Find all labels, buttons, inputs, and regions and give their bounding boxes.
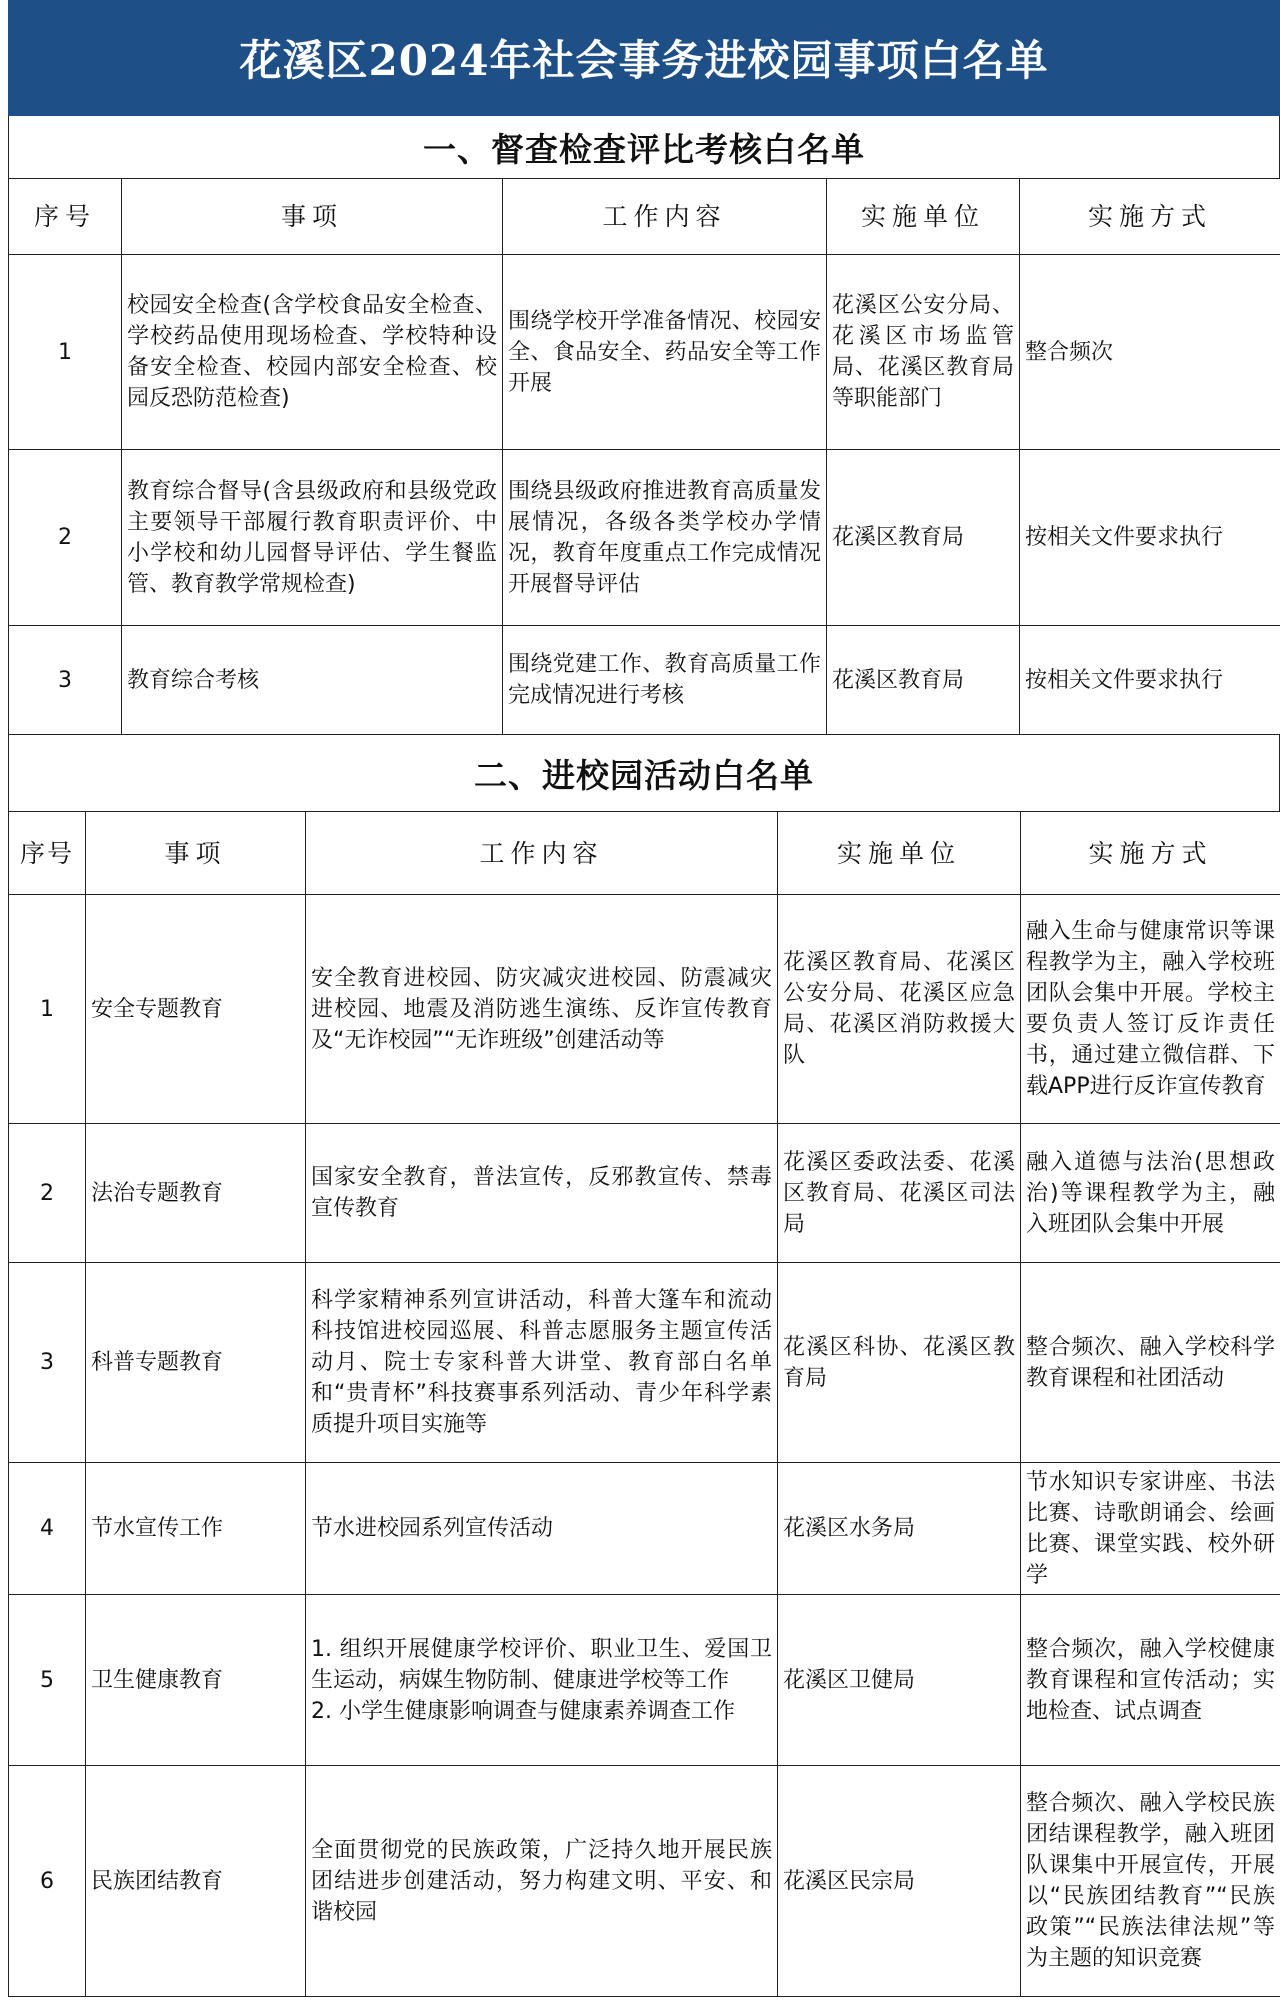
row-item: 民族团结教育 <box>86 1766 306 1997</box>
page-title: 花溪区2024年社会事务进校园事项白名单 <box>239 36 1049 85</box>
row-unit: 花溪区卫健局 <box>778 1595 1021 1766</box>
row-item: 教育综合督导(含县级政府和县级党政主要领导干部履行教育职责评价、中小学校和幼儿园督导评估、学生餐监管、教育教学常规检查) <box>122 450 503 626</box>
row-unit: 花溪区教育局 <box>827 450 1020 626</box>
row-no: 6 <box>9 1766 86 1997</box>
header-unit: 实施单位 <box>827 179 1020 255</box>
row-unit: 花溪区教育局、花溪区公安分局、花溪区应急局、花溪区消防救援大队 <box>778 895 1021 1124</box>
header-unit: 实施单位 <box>778 812 1021 895</box>
row-method: 按相关文件要求执行 <box>1020 626 1280 735</box>
header-item: 事项 <box>122 179 503 255</box>
row-content: 科学家精神系列宣讲活动，科普大篷车和流动科技馆进校园巡展、科普志愿服务主题宣传活动月、院士专家科普大讲堂、教育部白名单和“贵青杯”科技赛事系列活动、青少年科学素质提升项目实施等 <box>306 1263 778 1463</box>
row-item: 校园安全检查(含学校食品安全检查、学校药品使用现场检查、学校特种设备安全检查、校园内部安全检查、校园反恐防范检查) <box>122 255 503 450</box>
content-line-2: 2. 小学生健康影响调查与健康素养调查工作 <box>311 1698 735 1724</box>
section2-table <box>8 811 1280 1997</box>
row-method: 融入生命与健康常识等课程教学为主，融入学校班团队会集中开展。学校主要负责人签订反诈责任书，通过建立微信群、下载APP进行反诈宣传教育 <box>1021 895 1280 1124</box>
table-row <box>9 1124 1280 1263</box>
header-no: 序号 <box>9 812 86 895</box>
header-item: 事项 <box>86 812 306 895</box>
section2-heading: 二、进校园活动白名单 <box>474 755 814 795</box>
section2-heading-bar <box>8 735 1280 811</box>
row-unit: 花溪区民宗局 <box>778 1766 1021 1997</box>
row-content: 围绕党建工作、教育高质量工作完成情况进行考核 <box>503 626 827 735</box>
row-item: 节水宣传工作 <box>86 1463 306 1595</box>
header-content: 工作内容 <box>503 179 827 255</box>
document-page <box>8 0 1280 1997</box>
row-content: 安全教育进校园、防灾减灾进校园、防震减灾进校园、地震及消防逃生演练、反诈宣传教育及“无诈校园”“无诈班级”创建活动等 <box>306 895 778 1124</box>
section1-table <box>8 178 1280 735</box>
row-method: 按相关文件要求执行 <box>1020 450 1280 626</box>
row-method: 整合频次、融入学校科学教育课程和社团活动 <box>1021 1263 1280 1463</box>
row-content: 围绕县级政府推进教育高质量发展情况，各级各类学校办学情况，教育年度重点工作完成情况开展督导评估 <box>503 450 827 626</box>
row-unit: 花溪区委政法委、花溪区教育局、花溪区司法局 <box>778 1124 1021 1263</box>
table-row <box>9 895 1280 1124</box>
row-no: 5 <box>9 1595 86 1766</box>
row-unit: 花溪区教育局 <box>827 626 1020 735</box>
row-unit: 花溪区公安分局、花溪区市场监管局、花溪区教育局等职能部门 <box>827 255 1020 450</box>
row-no: 3 <box>9 626 122 735</box>
header-content: 工作内容 <box>306 812 778 895</box>
row-method: 整合频次 <box>1020 255 1280 450</box>
row-item: 法治专题教育 <box>86 1124 306 1263</box>
table-row <box>9 1766 1280 1997</box>
row-item: 卫生健康教育 <box>86 1595 306 1766</box>
row-no: 3 <box>9 1263 86 1463</box>
row-method: 节水知识专家讲座、书法比赛、诗歌朗诵会、绘画比赛、课堂实践、校外研学 <box>1021 1463 1280 1595</box>
section1-heading-bar <box>8 116 1280 178</box>
row-no: 2 <box>9 1124 86 1263</box>
section1-heading: 一、督查检查评比考核白名单 <box>423 129 865 169</box>
table-row <box>9 1263 1280 1463</box>
row-method: 融入道德与法治(思想政治)等课程教学为主，融入班团队会集中开展 <box>1021 1124 1280 1263</box>
row-content: 节水进校园系列宣传活动 <box>306 1463 778 1595</box>
row-no: 1 <box>9 895 86 1124</box>
row-content: 国家安全教育，普法宣传，反邪教宣传、禁毒宣传教育 <box>306 1124 778 1263</box>
header-no: 序号 <box>9 179 122 255</box>
table-row <box>9 1595 1280 1766</box>
table-row <box>9 626 1280 735</box>
row-unit: 花溪区科协、花溪区教育局 <box>778 1263 1021 1463</box>
row-method: 整合频次，融入学校健康教育课程和宣传活动；实地检查、试点调查 <box>1021 1595 1280 1766</box>
header-method: 实施方式 <box>1021 812 1280 895</box>
table-header-row <box>9 812 1280 895</box>
row-content: 全面贯彻党的民族政策，广泛持久地开展民族团结进步创建活动，努力构建文明、平安、和谐校园 <box>306 1766 778 1997</box>
row-content: 围绕学校开学准备情况、校园安全、食品安全、药品安全等工作开展 <box>503 255 827 450</box>
header-method: 实施方式 <box>1020 179 1280 255</box>
row-unit: 花溪区水务局 <box>778 1463 1021 1595</box>
table-row <box>9 255 1280 450</box>
row-no: 4 <box>9 1463 86 1595</box>
row-no: 2 <box>9 450 122 626</box>
table-header-row <box>9 179 1280 255</box>
table-row <box>9 1463 1280 1595</box>
row-no: 1 <box>9 255 122 450</box>
row-item: 科普专题教育 <box>86 1263 306 1463</box>
title-banner <box>8 0 1280 116</box>
row-method: 整合频次、融入学校民族团结课程教学，融入班团队课集中开展宣传，开展以“民族团结教育”“民族政策”“民族法律法规”等为主题的知识竞赛 <box>1021 1766 1280 1997</box>
row-content <box>306 1595 778 1766</box>
row-item: 安全专题教育 <box>86 895 306 1124</box>
content-line-1: 1. 组织开展健康学校评价、职业卫生、爱国卫生运动，病媒生物防制、健康进学校等工作 <box>311 1636 772 1693</box>
row-item: 教育综合考核 <box>122 626 503 735</box>
table-row <box>9 450 1280 626</box>
